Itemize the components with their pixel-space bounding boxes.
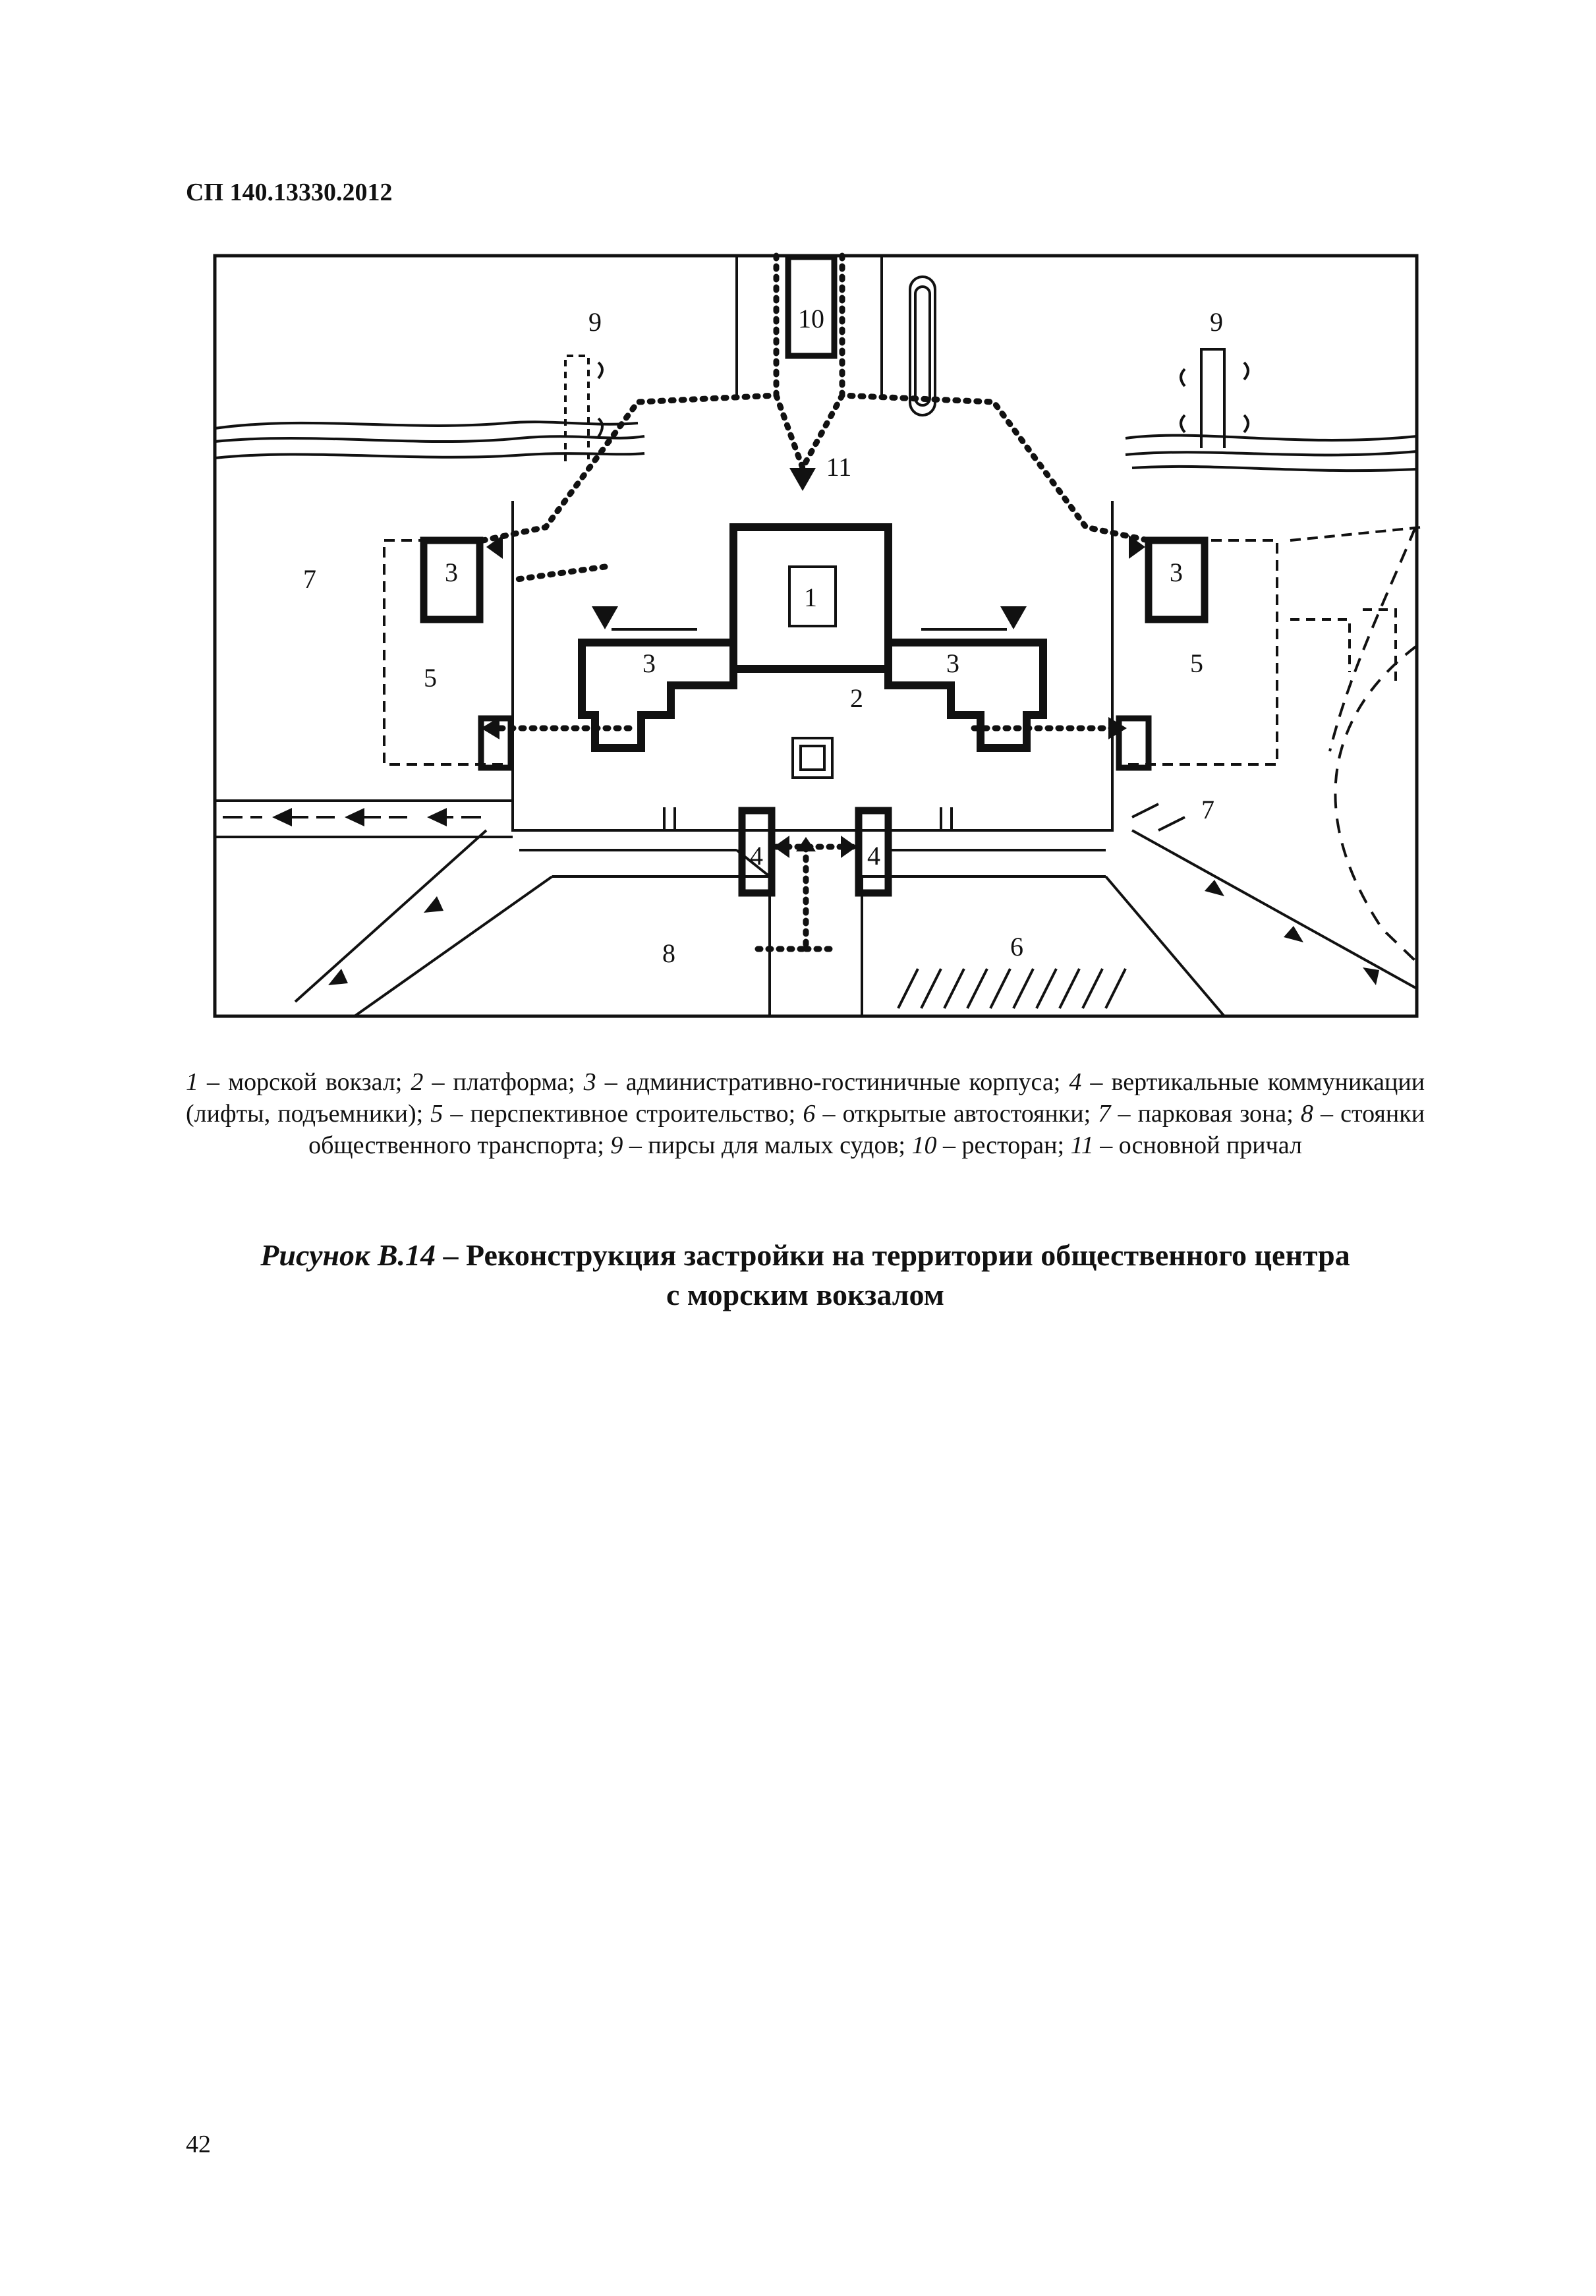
legend-item-separator: – <box>198 1068 229 1096</box>
legend-item-number: 3 <box>583 1068 596 1096</box>
label-5-left: 5 <box>424 663 437 693</box>
legend-item-number: 9 <box>610 1132 623 1159</box>
legend-item-text: ресторан; <box>961 1132 1071 1159</box>
road-diagonal-left <box>295 830 486 1002</box>
small-pier-right <box>1201 349 1224 448</box>
label-10: 10 <box>798 304 824 333</box>
legend-item-text: перспективное строительство; <box>470 1100 803 1128</box>
legend-item-number: 2 <box>411 1068 424 1096</box>
legend-item-number: 7 <box>1098 1100 1111 1128</box>
label-3-far-right: 3 <box>1170 558 1183 587</box>
legend-item-separator: – <box>1093 1132 1119 1159</box>
legend-item-separator: – <box>1313 1100 1341 1128</box>
label-8: 8 <box>662 938 675 968</box>
legend-item-separator: – <box>936 1132 962 1159</box>
legend-item-text: открытые автостоянки; <box>842 1100 1098 1128</box>
road-diagonal-right <box>1106 876 1224 1016</box>
figure-caption <box>186 1236 1425 1315</box>
shoreline-left <box>215 422 638 428</box>
label-11: 11 <box>826 452 852 482</box>
caption-line-2: с морским вокзалом <box>666 1278 945 1311</box>
legend-item-text: основной причал <box>1118 1132 1302 1159</box>
figure-label: Рисунок В.14 <box>260 1238 436 1272</box>
legend-item-number: 5 <box>430 1100 443 1128</box>
site-plan-figure <box>210 250 1422 1028</box>
legend-item-number: 8 <box>1300 1100 1313 1128</box>
caption-line-1: Реконструкция застройки на территории общественного центра <box>466 1238 1350 1272</box>
label-4-left: 4 <box>750 841 763 871</box>
label-2: 2 <box>850 683 863 713</box>
label-9-right: 9 <box>1210 307 1223 337</box>
platform-outline <box>513 600 1112 830</box>
legend-item-separator: – <box>1110 1100 1138 1128</box>
legend-item-number: 4 <box>1069 1068 1082 1096</box>
label-4-right: 4 <box>867 841 880 871</box>
label-5-right: 5 <box>1190 648 1203 678</box>
legend-item-text: морской вокзал; <box>228 1068 411 1096</box>
parking-hatching <box>898 969 1126 1008</box>
small-pier-left <box>565 356 588 461</box>
label-1: 1 <box>804 583 817 612</box>
legend-item-text: пирсы для малых судов; <box>648 1132 912 1159</box>
figure-legend <box>186 1066 1425 1161</box>
legend-item-separator: – <box>1081 1068 1112 1096</box>
legend-item-text: платформа; <box>453 1068 584 1096</box>
document-code: СП 140.13330.2012 <box>186 179 393 206</box>
caption-dash: – <box>436 1238 467 1272</box>
legend-item-separator: – <box>423 1068 453 1096</box>
plan-frame <box>215 256 1417 1016</box>
legend-item-text: административно-гостиничные корпуса; <box>625 1068 1069 1096</box>
shoreline-right <box>1126 436 1417 440</box>
label-3-right: 3 <box>946 648 959 678</box>
legend-item-number: 6 <box>803 1100 816 1128</box>
label-6: 6 <box>1010 932 1023 961</box>
legend-item-number: 10 <box>911 1132 937 1159</box>
legend-item-separator: – <box>596 1068 626 1096</box>
legend-item-text: стоянки общественного транспорта; <box>308 1100 1425 1159</box>
label-3-far-left: 3 <box>445 558 458 587</box>
legend-item-text: парковая зона; <box>1137 1100 1301 1128</box>
label-9-left: 9 <box>588 307 602 337</box>
admin-hotel-block-left <box>582 643 733 748</box>
legend-item-separator: – <box>623 1132 648 1159</box>
legend-item-text: вертикальные коммуникации (лифты, подъемники); <box>186 1068 1425 1128</box>
arrowheads <box>272 468 1379 985</box>
admin-hotel-block-right <box>888 643 1043 748</box>
label-3-left: 3 <box>642 648 656 678</box>
site-plan-drawing <box>210 250 1422 1028</box>
label-7-right: 7 <box>1201 795 1214 824</box>
legend-item-number: 11 <box>1070 1132 1094 1159</box>
page-number: 42 <box>186 2131 211 2158</box>
legend-item-separator: – <box>815 1100 843 1128</box>
label-7-left: 7 <box>303 564 316 594</box>
vessel-outline <box>910 277 935 415</box>
legend-item-number: 1 <box>186 1068 198 1096</box>
legend-item-separator: – <box>443 1100 470 1128</box>
